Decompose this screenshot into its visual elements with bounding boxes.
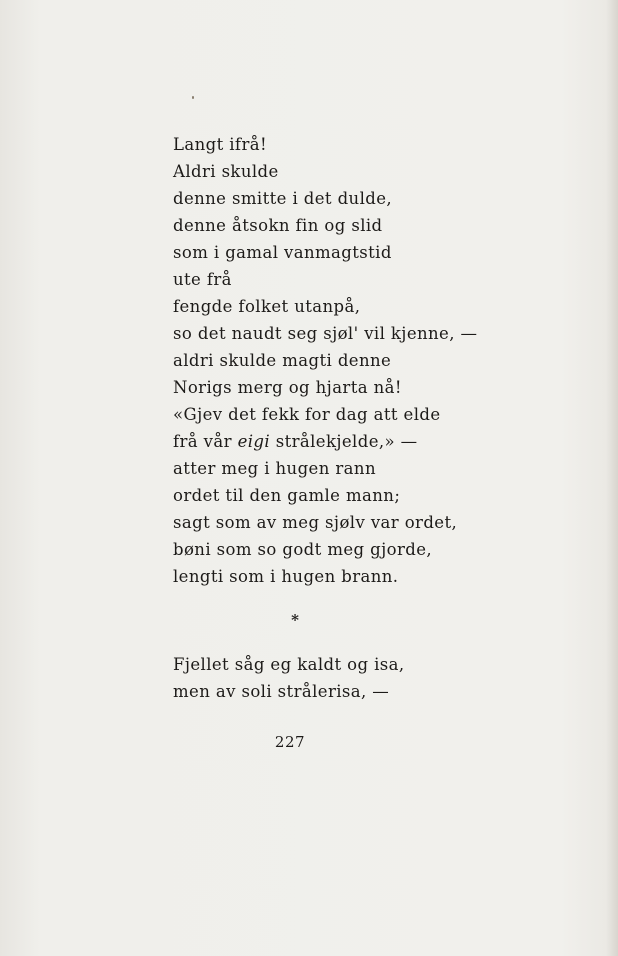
poem-line: som i gamal vanmagtstid [173,243,392,262]
poem-line: denne smitte i det dulde, [173,189,393,208]
poem-line: Aldri skulde [173,162,279,181]
poem-line: men av soli strålerisa, — [173,682,390,701]
poem-line: Langt ifrå! [173,135,267,154]
poem-line: Norigs merg og hjarta nå! [173,378,402,397]
poem-line: so det naudt seg sjøl' vil kjenne, — [173,324,478,343]
stanza-2 [173,651,405,705]
poem-line: atter meg i hugen rann [173,459,376,478]
stanza-1 [173,131,477,590]
poem-line: Fjellet såg eg kaldt og isa, [173,655,405,674]
poem-line: denne åtsokn fin og slid [173,216,383,235]
poem-line: «Gjev det fekk for dag att elde [173,405,441,424]
page-edge-shadow [606,0,618,956]
stanza-separator: * [291,611,299,629]
poem-line: lengti som i hugen brann. [173,567,399,586]
paper-speck [192,96,194,99]
poem-line: aldri skulde magti denne [173,351,392,370]
poem-line: ute frå [173,270,232,289]
poem-line: ordet til den gamle mann; [173,486,401,505]
line-text: strålekjelde,» — [270,432,418,451]
line-text: frå vår [173,432,238,451]
poem-line: bøni som so godt meg gjorde, [173,540,433,559]
poem-line-with-emphasis [173,428,477,455]
poem-line: fengde folket utanpå, [173,297,361,316]
poem-line: sagt som av meg sjølv var ordet, [173,513,458,532]
emphasized-word: eigi [237,432,271,451]
page-number: 227 [274,733,306,751]
